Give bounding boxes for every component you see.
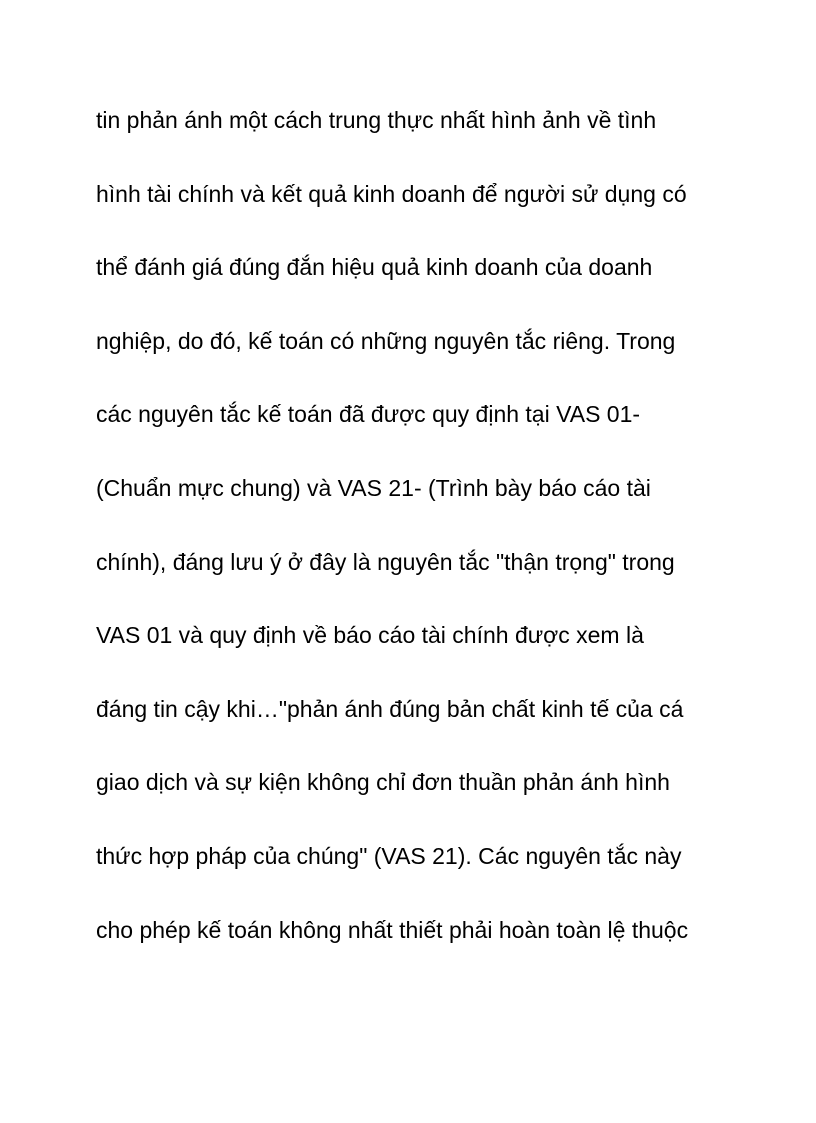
text-line: giao dịch và sự kiện không chỉ đơn thuần phản ánh hình	[96, 769, 670, 796]
text-line: tin phản ánh một cách trung thực nhất hình ảnh về tình	[96, 107, 657, 133]
body-text	[96, 98, 736, 981]
text-line: chính), đáng lưu ý ở đây là nguyên tắc "thận trọng" trong	[96, 548, 675, 575]
text-line: thể đánh giá đúng đắn hiệu quả kinh doanh của doanh	[96, 254, 653, 281]
text-line: nghiệp, do đó, kế toán có những nguyên tắc riêng. Trong	[96, 327, 676, 354]
text-line: (Chuẩn mực chung) và VAS 21- (Trình bày báo cáo tài	[96, 474, 651, 501]
text-line: thức hợp pháp của chúng" (VAS 21). Các nguyên tắc này	[96, 842, 682, 869]
text-line: cho phép kế toán không nhất thiết phải hoàn toàn lệ thuộc	[96, 916, 689, 943]
text-line: VAS 01 và quy định về báo cáo tài chính được xem là	[96, 622, 644, 649]
text-line: hình tài chính và kết quả kinh doanh để người sử dụng có	[96, 180, 687, 207]
text-line: các nguyên tắc kế toán đã được quy định tại VAS 01-	[96, 401, 641, 428]
text-line: đáng tin cậy khi…"phản ánh đúng bản chất kinh tế của cá	[96, 695, 684, 722]
